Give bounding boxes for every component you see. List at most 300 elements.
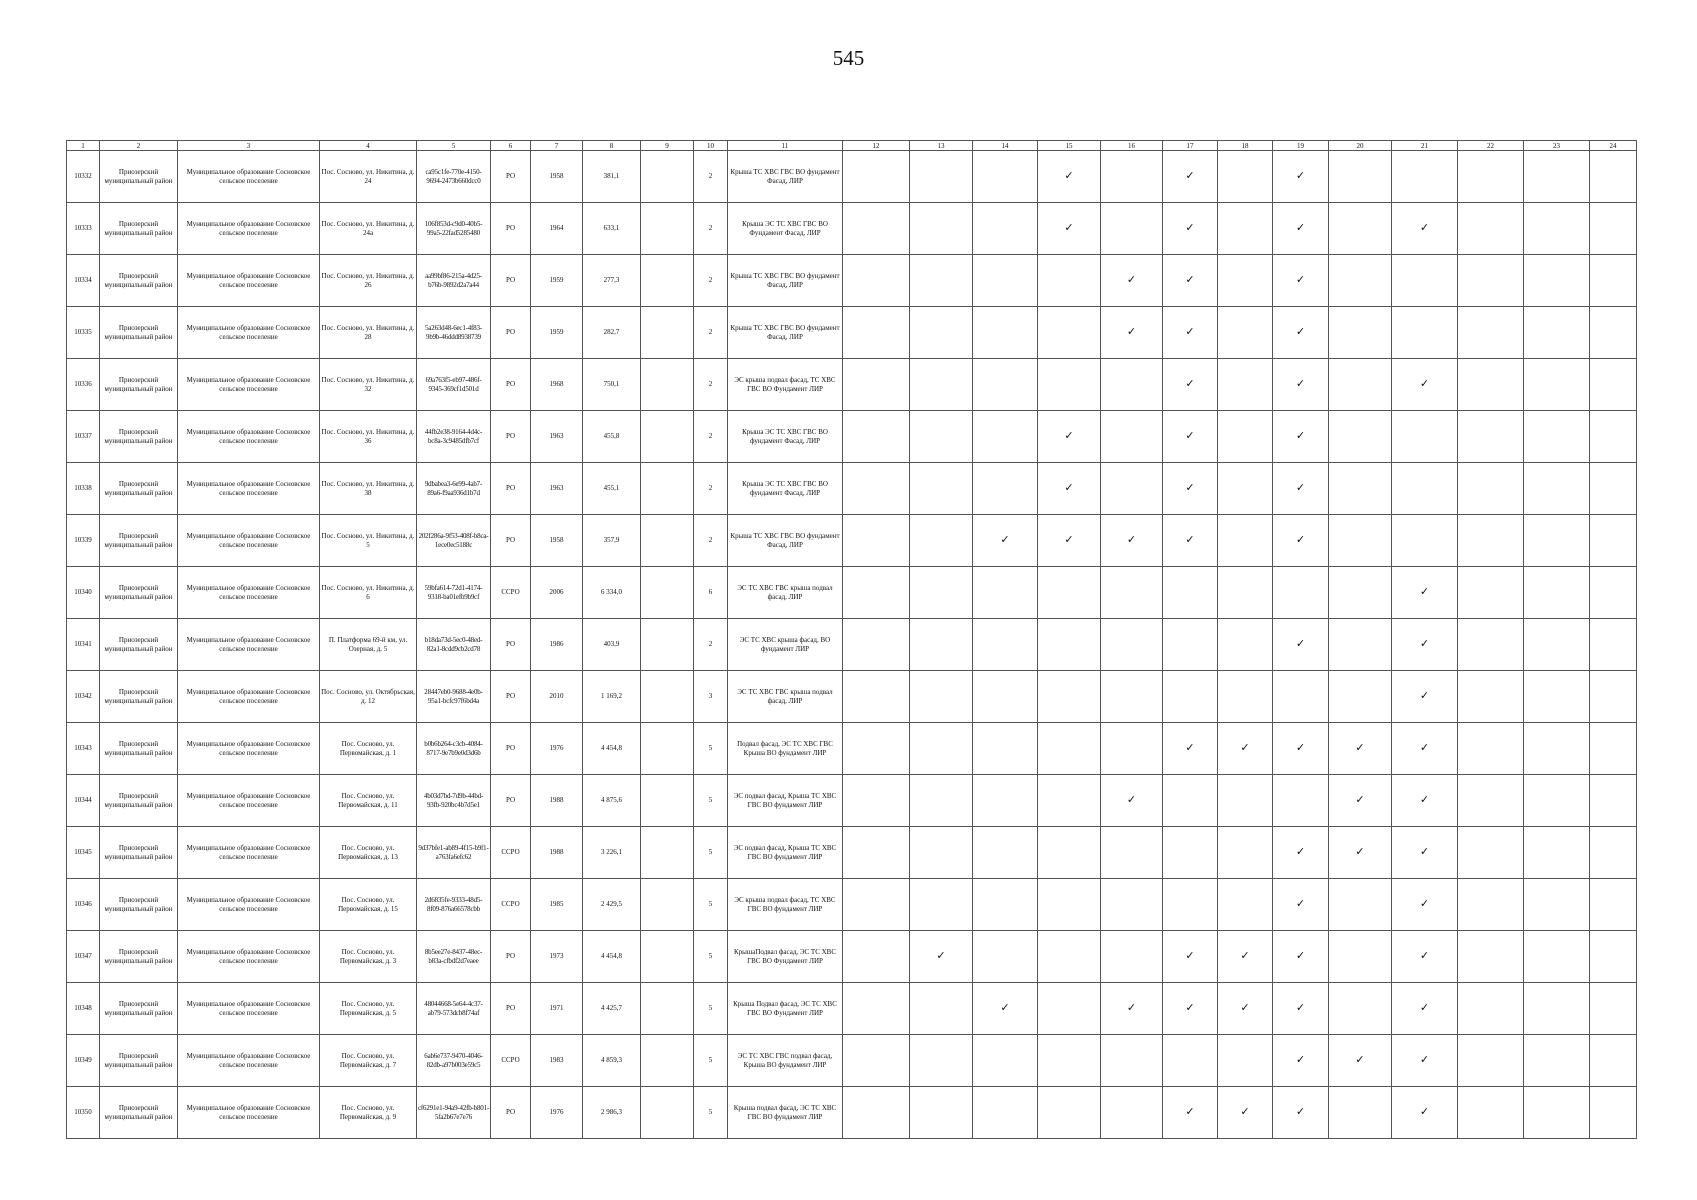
column-10-cell: 3 (694, 671, 728, 723)
column-9-cell (641, 307, 694, 359)
column-9-cell (641, 255, 694, 307)
municipality-cell: Муниципальное образование Сосновское сельское поселение (178, 463, 320, 515)
column-header-4: 4 (320, 141, 417, 151)
check-mark-icon: ✓ (1240, 741, 1250, 754)
work-column-13-cell (910, 827, 973, 879)
ownership-type-cell: РО (491, 203, 531, 255)
work-column-13-cell (910, 463, 973, 515)
table-row (67, 671, 1637, 723)
address-cell: Пос. Сосново, ул. Первомайская, д. 5 (320, 983, 417, 1035)
address-cell: Пос. Сосново, ул. Первомайская, д. 7 (320, 1035, 417, 1087)
work-column-17-cell (1163, 723, 1218, 775)
district-cell: Приозерский муниципальный район (100, 827, 178, 879)
municipality-cell: Муниципальное образование Сосновское сельское поселение (178, 515, 320, 567)
ownership-type-cell: РО (491, 931, 531, 983)
address-cell: Пос. Сосново, ул. Первомайская, д. 1 (320, 723, 417, 775)
work-column-15-cell (1038, 1035, 1101, 1087)
check-mark-icon: ✓ (1295, 481, 1306, 494)
work-column-22-cell (1458, 983, 1524, 1035)
work-column-21-cell (1392, 931, 1458, 983)
works-cell: Крыша ЭС ТС ХВС ГВС ВО Фундамент Фасад, ЛИР (728, 203, 843, 255)
ownership-type-cell: РО (491, 515, 531, 567)
district-cell: Приозерский муниципальный район (100, 515, 178, 567)
work-column-18-cell (1218, 255, 1273, 307)
table-row (67, 1087, 1637, 1139)
work-column-19-cell (1273, 567, 1329, 619)
check-mark-icon: ✓ (1295, 429, 1306, 442)
work-column-19-cell (1273, 983, 1329, 1035)
check-mark-icon: ✓ (1064, 429, 1074, 442)
work-column-24-cell (1590, 411, 1637, 463)
column-9-cell (641, 203, 694, 255)
year-cell: 1963 (531, 411, 583, 463)
check-mark-icon: ✓ (1295, 1105, 1306, 1118)
check-mark-icon: ✓ (1064, 481, 1074, 494)
check-mark-icon: ✓ (1185, 481, 1195, 494)
column-header-12: 12 (843, 141, 910, 151)
column-header-20: 20 (1329, 141, 1392, 151)
work-column-16-cell (1101, 723, 1163, 775)
column-header-9: 9 (641, 141, 694, 151)
work-column-21-cell (1392, 827, 1458, 879)
work-column-13-cell (910, 671, 973, 723)
housing-registry-table (66, 140, 1637, 1139)
ownership-type-cell: РО (491, 463, 531, 515)
work-column-16-cell (1101, 827, 1163, 879)
work-column-14-cell (973, 359, 1038, 411)
work-column-14-cell (973, 1035, 1038, 1087)
work-column-13-cell (910, 151, 973, 203)
work-column-24-cell (1590, 307, 1637, 359)
work-column-23-cell (1524, 671, 1590, 723)
table-row (67, 463, 1637, 515)
check-mark-icon: ✓ (1355, 793, 1365, 806)
work-column-20-cell (1329, 983, 1392, 1035)
work-column-13-cell (910, 931, 973, 983)
address-cell: Пос. Сосново, ул. Никитина, д. 5 (320, 515, 417, 567)
check-mark-icon: ✓ (1419, 793, 1430, 806)
ownership-type-cell: ССРО (491, 879, 531, 931)
municipality-cell: Муниципальное образование Сосновское сельское поселение (178, 619, 320, 671)
work-column-21-cell (1392, 151, 1458, 203)
work-column-17-cell (1163, 463, 1218, 515)
municipality-cell: Муниципальное образование Сосновское сельское поселение (178, 879, 320, 931)
municipality-cell: Муниципальное образование Сосновское сельское поселение (178, 255, 320, 307)
work-column-23-cell (1524, 619, 1590, 671)
work-column-16-cell (1101, 255, 1163, 307)
works-cell: Крыша ТС ХВС ГВС ВО фундамент Фасад, ЛИР (728, 307, 843, 359)
works-cell: Подвал фасад, ЭС ТС ХВС ГВС Крыша ВО фундамент ЛИР (728, 723, 843, 775)
work-column-24-cell (1590, 723, 1637, 775)
work-column-23-cell (1524, 151, 1590, 203)
work-column-22-cell (1458, 463, 1524, 515)
work-column-18-cell (1218, 879, 1273, 931)
area-cell: 357,9 (583, 515, 641, 567)
work-column-22-cell (1458, 619, 1524, 671)
guid-cell: cf6291e1-94a9-42fb-b801-5fa2b67e7e76 (417, 1087, 491, 1139)
address-cell: Пос. Сосново, ул. Никитина, д. 32 (320, 359, 417, 411)
work-column-24-cell (1590, 255, 1637, 307)
works-cell: ЭС ТС ХВС ГВС крыша подвал фасад, ЛИР (728, 567, 843, 619)
work-column-18-cell (1218, 307, 1273, 359)
work-column-20-cell (1329, 151, 1392, 203)
column-9-cell (641, 827, 694, 879)
ownership-type-cell: РО (491, 151, 531, 203)
works-cell: Крыша ЭС ТС ХВС ГВС ВО фундамент Фасад, ЛИР (728, 411, 843, 463)
check-mark-icon: ✓ (1185, 377, 1195, 390)
work-column-14-cell (973, 879, 1038, 931)
work-column-20-cell (1329, 879, 1392, 931)
work-column-21-cell (1392, 255, 1458, 307)
check-mark-icon: ✓ (1240, 1105, 1250, 1118)
district-cell: Приозерский муниципальный район (100, 307, 178, 359)
record-id: 10345 (67, 827, 100, 879)
column-9-cell (641, 671, 694, 723)
record-id: 10346 (67, 879, 100, 931)
check-mark-icon: ✓ (1419, 741, 1430, 754)
work-column-20-cell (1329, 515, 1392, 567)
work-column-19-cell (1273, 1035, 1329, 1087)
work-column-24-cell (1590, 931, 1637, 983)
work-column-17-cell (1163, 151, 1218, 203)
year-cell: 1958 (531, 151, 583, 203)
check-mark-icon: ✓ (1126, 533, 1137, 546)
district-cell: Приозерский муниципальный район (100, 203, 178, 255)
area-cell: 4 454,8 (583, 931, 641, 983)
work-column-16-cell (1101, 515, 1163, 567)
work-column-24-cell (1590, 1035, 1637, 1087)
table-row (67, 723, 1637, 775)
district-cell: Приозерский муниципальный район (100, 879, 178, 931)
work-column-12-cell (843, 203, 910, 255)
page-number: 545 (832, 46, 865, 70)
area-cell: 750,1 (583, 359, 641, 411)
municipality-cell: Муниципальное образование Сосновское сельское поселение (178, 203, 320, 255)
work-column-12-cell (843, 463, 910, 515)
work-column-19-cell (1273, 931, 1329, 983)
year-cell: 1986 (531, 619, 583, 671)
work-column-22-cell (1458, 931, 1524, 983)
work-column-15-cell (1038, 931, 1101, 983)
column-header-8: 8 (583, 141, 641, 151)
check-mark-icon: ✓ (1295, 169, 1306, 182)
check-mark-icon: ✓ (1295, 1053, 1306, 1066)
work-column-15-cell (1038, 359, 1101, 411)
address-cell: Пос. Сосново, ул. Первомайская, д. 9 (320, 1087, 417, 1139)
check-mark-icon: ✓ (1419, 845, 1430, 858)
check-mark-icon: ✓ (1419, 949, 1430, 962)
work-column-23-cell (1524, 203, 1590, 255)
work-column-16-cell (1101, 307, 1163, 359)
works-cell: ЭС подвал фасад, Крыша ТС ХВС ГВС ВО фундамент ЛИР (728, 827, 843, 879)
ownership-type-cell: РО (491, 1087, 531, 1139)
work-column-19-cell (1273, 359, 1329, 411)
column-10-cell: 2 (694, 151, 728, 203)
check-mark-icon: ✓ (1419, 585, 1430, 598)
work-column-15-cell (1038, 463, 1101, 515)
column-9-cell (641, 567, 694, 619)
address-cell: Пос. Сосново, ул. Первомайская, д. 3 (320, 931, 417, 983)
work-column-23-cell (1524, 359, 1590, 411)
work-column-16-cell (1101, 619, 1163, 671)
work-column-20-cell (1329, 463, 1392, 515)
guid-cell: 69a763f5-eb97-486f-9345-369cf1d501d (417, 359, 491, 411)
district-cell: Приозерский муниципальный район (100, 463, 178, 515)
column-10-cell: 2 (694, 619, 728, 671)
work-column-12-cell (843, 879, 910, 931)
column-9-cell (641, 515, 694, 567)
check-mark-icon: ✓ (1185, 1105, 1195, 1118)
work-column-14-cell (973, 203, 1038, 255)
work-column-21-cell (1392, 619, 1458, 671)
work-column-21-cell (1392, 1035, 1458, 1087)
district-cell: Приозерский муниципальный район (100, 411, 178, 463)
check-mark-icon: ✓ (1295, 377, 1306, 390)
work-column-23-cell (1524, 307, 1590, 359)
work-column-14-cell (973, 411, 1038, 463)
work-column-16-cell (1101, 983, 1163, 1035)
ownership-type-cell: РО (491, 723, 531, 775)
work-column-19-cell (1273, 515, 1329, 567)
work-column-22-cell (1458, 255, 1524, 307)
record-id: 10344 (67, 775, 100, 827)
guid-cell: 6ab6e737-9470-4046-82db-a97b003e59c5 (417, 1035, 491, 1087)
work-column-17-cell (1163, 775, 1218, 827)
guid-cell: ca95c1fe-770e-4150-9694-2473b660dcc0 (417, 151, 491, 203)
work-column-22-cell (1458, 151, 1524, 203)
work-column-16-cell (1101, 931, 1163, 983)
work-column-23-cell (1524, 827, 1590, 879)
guid-cell: 106f853d-c9d0-40b5-99a5-22fad5285480 (417, 203, 491, 255)
work-column-24-cell (1590, 1087, 1637, 1139)
work-column-17-cell (1163, 307, 1218, 359)
district-cell: Приозерский муниципальный район (100, 567, 178, 619)
address-cell: Пос. Сосново, ул. Первомайская, д. 15 (320, 879, 417, 931)
guid-cell: 9dbabea3-6e99-4ab7-89a6-f9aa936d1b7d (417, 463, 491, 515)
table-row (67, 307, 1637, 359)
municipality-cell: Муниципальное образование Сосновское сельское поселение (178, 775, 320, 827)
work-column-23-cell (1524, 931, 1590, 983)
works-cell: ЭС крыша подвал фасад, ТС ХВС ГВС ВО фундамент ЛИР (728, 879, 843, 931)
work-column-12-cell (843, 1035, 910, 1087)
work-column-18-cell (1218, 567, 1273, 619)
record-id: 10340 (67, 567, 100, 619)
work-column-18-cell (1218, 827, 1273, 879)
work-column-14-cell (973, 567, 1038, 619)
work-column-23-cell (1524, 463, 1590, 515)
work-column-20-cell (1329, 1087, 1392, 1139)
table-row (67, 619, 1637, 671)
column-9-cell (641, 359, 694, 411)
works-cell: ЭС крыша подвал фасад, ТС ХВС ГВС ВО Фундамент ЛИР (728, 359, 843, 411)
work-column-22-cell (1458, 411, 1524, 463)
work-column-19-cell (1273, 307, 1329, 359)
ownership-type-cell: РО (491, 411, 531, 463)
work-column-16-cell (1101, 359, 1163, 411)
work-column-20-cell (1329, 359, 1392, 411)
work-column-18-cell (1218, 931, 1273, 983)
check-mark-icon: ✓ (1355, 845, 1365, 858)
work-column-15-cell (1038, 567, 1101, 619)
work-column-15-cell (1038, 775, 1101, 827)
check-mark-icon: ✓ (936, 949, 946, 962)
municipality-cell: Муниципальное образование Сосновское сельское поселение (178, 1087, 320, 1139)
check-mark-icon: ✓ (1185, 949, 1195, 962)
work-column-19-cell (1273, 255, 1329, 307)
work-column-16-cell (1101, 1087, 1163, 1139)
year-cell: 1959 (531, 255, 583, 307)
work-column-19-cell (1273, 671, 1329, 723)
check-mark-icon: ✓ (1419, 1105, 1430, 1118)
record-id: 10335 (67, 307, 100, 359)
work-column-23-cell (1524, 567, 1590, 619)
year-cell: 1968 (531, 359, 583, 411)
work-column-20-cell (1329, 255, 1392, 307)
address-cell: Пос. Сосново, ул. Первомайская, д. 11 (320, 775, 417, 827)
municipality-cell: Муниципальное образование Сосновское сельское поселение (178, 359, 320, 411)
column-header-15: 15 (1038, 141, 1101, 151)
work-column-12-cell (843, 827, 910, 879)
work-column-21-cell (1392, 515, 1458, 567)
record-id: 10349 (67, 1035, 100, 1087)
column-header-10: 10 (694, 141, 728, 151)
work-column-24-cell (1590, 827, 1637, 879)
district-cell: Приозерский муниципальный район (100, 1035, 178, 1087)
work-column-16-cell (1101, 567, 1163, 619)
ownership-type-cell: РО (491, 671, 531, 723)
works-cell: КрышаПодвал фасад, ЭС ТС ХВС ГВС ВО Фундамент ЛИР (728, 931, 843, 983)
work-column-18-cell (1218, 151, 1273, 203)
check-mark-icon: ✓ (1419, 377, 1430, 390)
work-column-13-cell (910, 775, 973, 827)
table-row (67, 567, 1637, 619)
area-cell: 633,1 (583, 203, 641, 255)
work-column-12-cell (843, 307, 910, 359)
work-column-13-cell (910, 203, 973, 255)
column-10-cell: 2 (694, 307, 728, 359)
check-mark-icon: ✓ (1185, 221, 1195, 234)
work-column-22-cell (1458, 671, 1524, 723)
work-column-24-cell (1590, 151, 1637, 203)
check-mark-icon: ✓ (1126, 325, 1137, 338)
check-mark-icon: ✓ (1185, 169, 1195, 182)
work-column-21-cell (1392, 359, 1458, 411)
work-column-23-cell (1524, 1087, 1590, 1139)
work-column-15-cell (1038, 619, 1101, 671)
guid-cell: 5a263d48-6ec1-4f83-9b9b-46ddd8938739 (417, 307, 491, 359)
table-row (67, 1035, 1637, 1087)
area-cell: 2 429,5 (583, 879, 641, 931)
work-column-20-cell (1329, 827, 1392, 879)
work-column-22-cell (1458, 515, 1524, 567)
work-column-18-cell (1218, 515, 1273, 567)
works-cell: Крыша подвал фасад, ЭС ТС ХВС ГВС ВО фундамент ЛИР (728, 1087, 843, 1139)
table-row (67, 203, 1637, 255)
municipality-cell: Муниципальное образование Сосновское сельское поселение (178, 827, 320, 879)
work-column-19-cell (1273, 879, 1329, 931)
work-column-17-cell (1163, 671, 1218, 723)
work-column-12-cell (843, 411, 910, 463)
table-row (67, 775, 1637, 827)
work-column-21-cell (1392, 723, 1458, 775)
area-cell: 2 986,3 (583, 1087, 641, 1139)
work-column-18-cell (1218, 983, 1273, 1035)
municipality-cell: Муниципальное образование Сосновское сельское поселение (178, 931, 320, 983)
column-10-cell: 5 (694, 931, 728, 983)
work-column-24-cell (1590, 775, 1637, 827)
work-column-21-cell (1392, 671, 1458, 723)
work-column-14-cell (973, 1087, 1038, 1139)
column-9-cell (641, 463, 694, 515)
work-column-16-cell (1101, 775, 1163, 827)
guid-cell: 9d37bfe1-ab89-4f15-b9f1-a763fa6efc62 (417, 827, 491, 879)
work-column-13-cell (910, 359, 973, 411)
works-cell: ЭС ТС ХВС ГВС крыша подвал фасад, ЛИР (728, 671, 843, 723)
work-column-16-cell (1101, 463, 1163, 515)
work-column-17-cell (1163, 879, 1218, 931)
work-column-17-cell (1163, 567, 1218, 619)
column-header-14: 14 (973, 141, 1038, 151)
address-cell: Пос. Сосново, ул. Никитина, д. 28 (320, 307, 417, 359)
work-column-20-cell (1329, 411, 1392, 463)
work-column-24-cell (1590, 619, 1637, 671)
area-cell: 4 425,7 (583, 983, 641, 1035)
work-column-15-cell (1038, 983, 1101, 1035)
ownership-type-cell: РО (491, 619, 531, 671)
column-header-13: 13 (910, 141, 973, 151)
work-column-19-cell (1273, 723, 1329, 775)
work-column-18-cell (1218, 775, 1273, 827)
work-column-13-cell (910, 723, 973, 775)
work-column-22-cell (1458, 775, 1524, 827)
work-column-15-cell (1038, 1087, 1101, 1139)
district-cell: Приозерский муниципальный район (100, 931, 178, 983)
guid-cell: 8b5ee27e-8437-48ec-b83a-cfbdf2d7eaee (417, 931, 491, 983)
year-cell: 1973 (531, 931, 583, 983)
works-cell: Крыша ЭС ТС ХВС ГВС ВО фундамент Фасад, ЛИР (728, 463, 843, 515)
table-row (67, 827, 1637, 879)
district-cell: Приозерский муниципальный район (100, 1087, 178, 1139)
column-10-cell: 2 (694, 463, 728, 515)
work-column-16-cell (1101, 671, 1163, 723)
work-column-13-cell (910, 515, 973, 567)
address-cell: Пос. Сосново, ул. Никитина, д. 26 (320, 255, 417, 307)
work-column-17-cell (1163, 827, 1218, 879)
work-column-21-cell (1392, 567, 1458, 619)
year-cell: 1983 (531, 1035, 583, 1087)
year-cell: 1964 (531, 203, 583, 255)
address-cell: Пос. Сосново, ул. Никитина, д. 38 (320, 463, 417, 515)
work-column-13-cell (910, 983, 973, 1035)
district-cell: Приозерский муниципальный район (100, 723, 178, 775)
column-header-17: 17 (1163, 141, 1218, 151)
work-column-17-cell (1163, 619, 1218, 671)
table-row (67, 931, 1637, 983)
column-10-cell: 2 (694, 255, 728, 307)
year-cell: 2010 (531, 671, 583, 723)
municipality-cell: Муниципальное образование Сосновское сельское поселение (178, 307, 320, 359)
work-column-15-cell (1038, 827, 1101, 879)
work-column-19-cell (1273, 827, 1329, 879)
record-id: 10347 (67, 931, 100, 983)
column-10-cell: 5 (694, 1087, 728, 1139)
work-column-12-cell (843, 255, 910, 307)
table-row (67, 515, 1637, 567)
works-cell: Крыша Подвал фасад, ЭС ТС ХВС ГВС ВО Фундамент ЛИР (728, 983, 843, 1035)
work-column-18-cell (1218, 203, 1273, 255)
municipality-cell: Муниципальное образование Сосновское сельское поселение (178, 1035, 320, 1087)
works-cell: Крыша ТС ХВС ГВС ВО фундамент Фасад, ЛИР (728, 515, 843, 567)
